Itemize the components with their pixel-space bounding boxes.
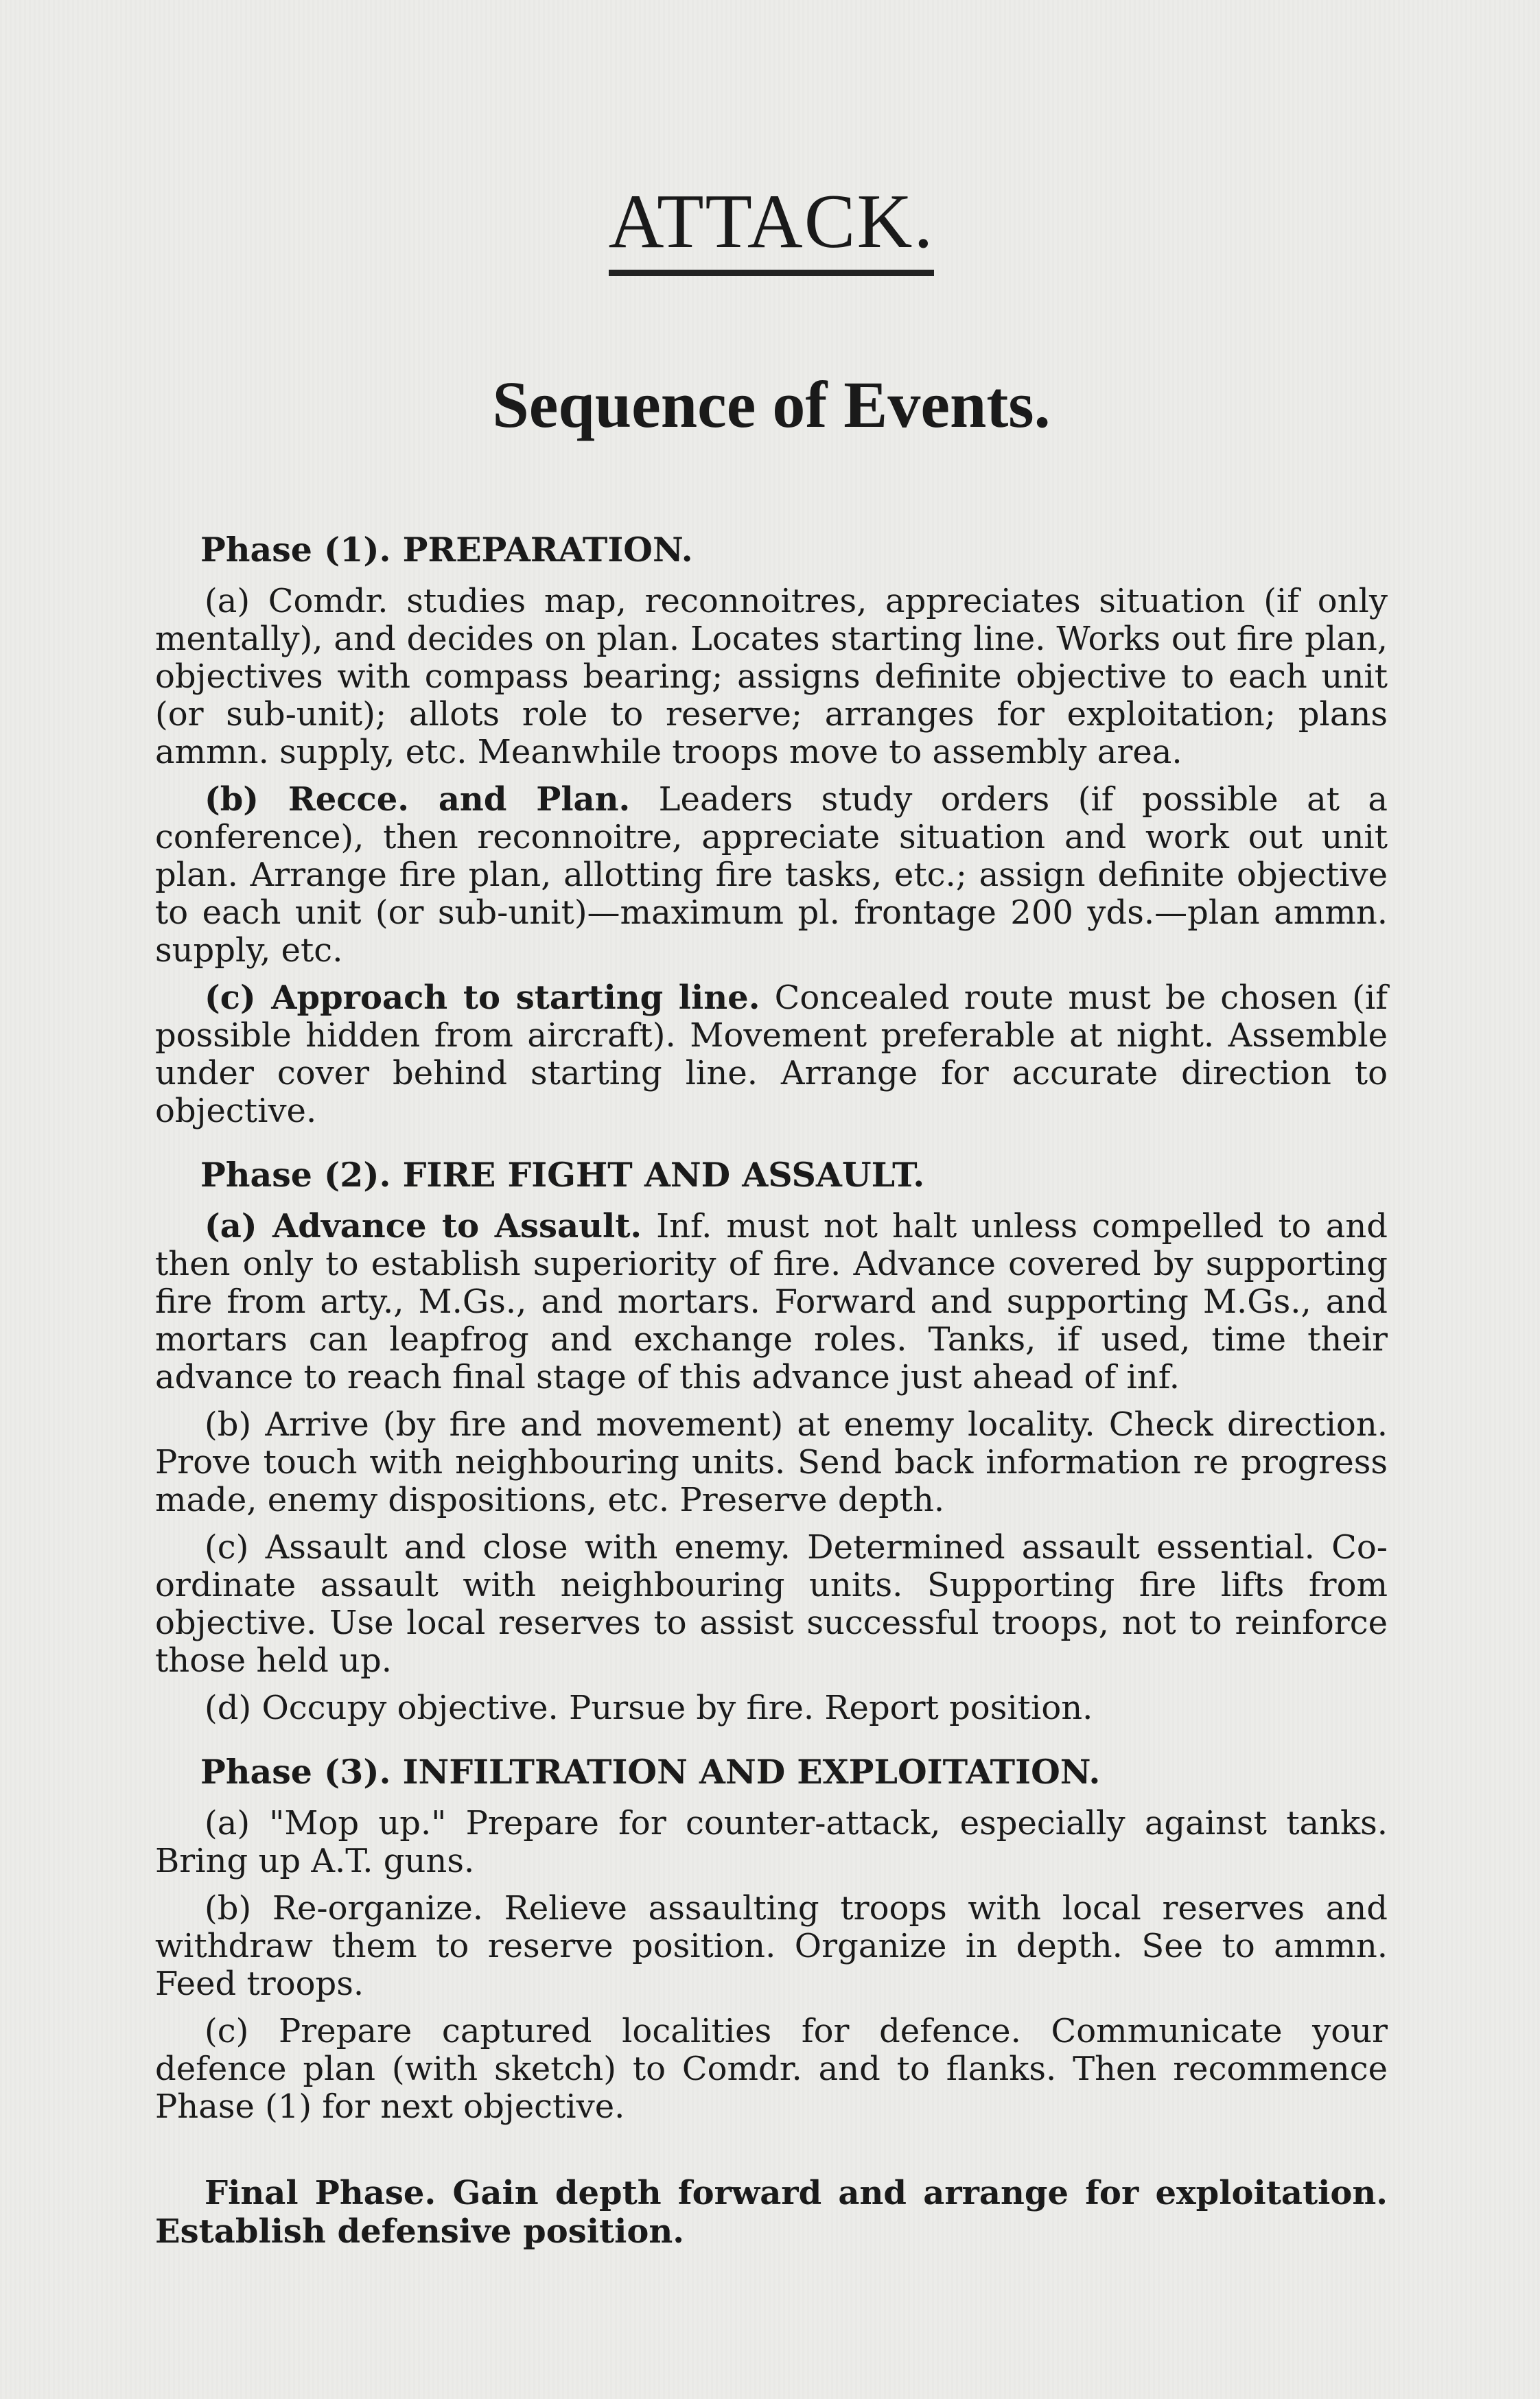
para-text: (c) Assault and close with enemy. Determined assault essential. Co-ordinate assault with neighbouring units. Supporting fire lifts from objective. Use local reserves to assist successful troops, not to reinforce those held up.: [155, 1528, 1388, 1680]
para-text: (a) Comdr. studies map, reconnoitres, appreciates situation (if only mentally), and decides on plan. Locates starting line. Works out fire plan, objectives with compass bearing; assigns definite objective to each unit (or sub-unit); allots role to reserve; arranges for exploitation; plans ammn. supply, etc. Meanwhile troops move to assembly area.: [155, 582, 1388, 772]
para-text: (c) Prepare captured localities for defence. Communicate your defence plan (with sketch) to Comdr. and to flanks. Then recommence Phase (1) for next objective.: [155, 2011, 1388, 2126]
phase-3-section: [155, 1752, 1388, 2126]
para-lead: (b) Recce. and Plan.: [205, 780, 631, 819]
page-title: ATTACK.: [609, 182, 935, 276]
para-text: (d) Occupy objective. Pursue by fire. Report position.: [205, 1688, 1093, 1727]
para-lead: (a) Advance to Assault.: [205, 1206, 642, 1245]
phase-3-para-b: [155, 1890, 1388, 2003]
phase-1-para-a: [155, 583, 1388, 771]
phase-2-para-b: [155, 1406, 1388, 1519]
phase-3-para-a: [155, 1805, 1388, 1880]
phase-2-section: [155, 1155, 1388, 1727]
para-lead: (c) Approach to starting line.: [205, 979, 760, 1018]
phase-2-para-d: [155, 1689, 1388, 1727]
title-wrap: [155, 130, 1388, 327]
phase-1-heading: Phase (1). PREPARATION.: [200, 530, 693, 570]
phase-1-para-c: [155, 979, 1388, 1130]
para-text: Concealed route must be chosen (if possible hidden from aircraft). Movement preferable at night. Assemble under cover behind starting line. Arrange for accurate direction to objective.: [155, 979, 1388, 1131]
phase-2-heading: Phase (2). FIRE FIGHT AND ASSAULT.: [200, 1155, 925, 1195]
para-text: (b) Arrive (by fire and movement) at enemy locality. Check direction. Prove touch with neighbouring units. Send back information re progress made, enemy dispositions, etc. Preserve depth.: [155, 1405, 1388, 1519]
phase-1-para-b: [155, 781, 1388, 970]
para-text: Inf. must not halt unless compelled to and then only to establish superiority of fire. Advance covered by supporting fire from arty., M.Gs., and mortars. Forward and supporting M.Gs., and mortars can leapfrog and exchange roles. Tanks, if used, time their advance to reach final stage of this advance just ahead of inf.: [155, 1206, 1388, 1396]
phase-3-heading: Phase (3). INFILTRATION AND EXPLOITATION.: [200, 1751, 1101, 1792]
page-subtitle: Sequence of Events.: [492, 367, 1051, 441]
final-phase-para: Final Phase. Gain depth forward and arrange for exploitation. Establish defensive position.: [155, 2173, 1388, 2251]
phase-3-para-c: [155, 2013, 1388, 2126]
para-text: Leaders study orders (if possible at a conference), then reconnoitre, appreciate situation and work out unit plan. Arrange fire plan, allotting fire tasks, etc.; assign definite objective to each unit (or sub-unit)—maximum pl. frontage 200 yds.—plan ammn. supply, etc.: [155, 780, 1388, 970]
phase-1-section: [155, 530, 1388, 1130]
para-text: (a) "Mop up." Prepare for counter-attack, especially against tanks. Bring up A.T. guns.: [155, 1803, 1388, 1880]
phase-2-para-a: [155, 1208, 1388, 1396]
phase-2-para-c: [155, 1529, 1388, 1680]
para-text: (b) Re-organize. Relieve assaulting troops with local reserves and withdraw them to reserve position. Organize in depth. See to ammn. Feed troops.: [155, 1888, 1388, 2003]
